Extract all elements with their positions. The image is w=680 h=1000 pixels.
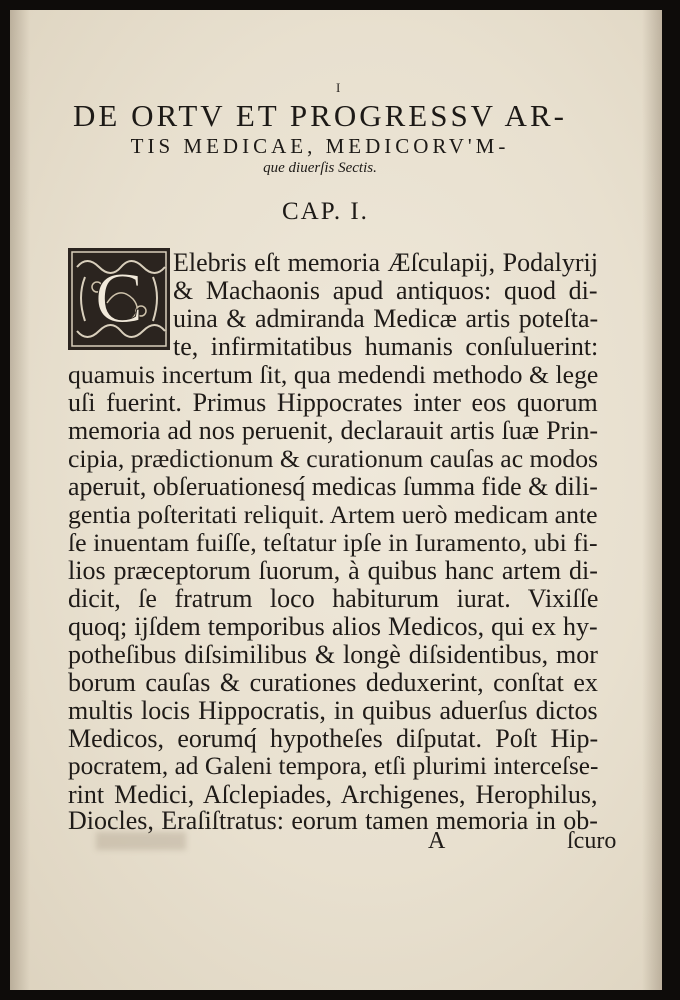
body-line: Medicos, eorumq́ hypotheſes diſputat. Poſt Hip-	[68, 724, 599, 753]
initial-letter: C	[94, 258, 144, 338]
body-line: potheſibus diſsimilibus & longè diſsidentibus, mor	[68, 640, 598, 669]
book-page	[10, 10, 662, 990]
body-line: uina & admiranda Medicæ artis poteſta-	[173, 304, 599, 333]
body-line: uſi fuerint. Primus Hippocrates inter eos quorum	[68, 388, 598, 417]
catchword: ſcuro	[567, 828, 617, 854]
body-line: rint Medici, Aſclepiades, Archigenes, Herophilus,	[68, 780, 598, 809]
body-line: dicit, ſe fratrum loco habiturum iurat. Vixiſſe	[68, 584, 599, 613]
body-line: multis locis Hippocratis, in quibus aduerſus dictos	[68, 696, 598, 725]
page-number: I	[336, 80, 341, 95]
body-line: memoria ad nos peruenit, declarauit artis ſuæ Prin-	[68, 416, 599, 445]
body-line: Elebris eſt memoria Æſculapij, Podalyrij	[173, 248, 598, 277]
body-line: quamuis incertum ſit, qua medendi methodo & lege	[68, 360, 599, 389]
body-line: & Machaonis apud antiquos: quod di-	[173, 276, 598, 305]
page-right-shadow	[642, 10, 662, 990]
page-left-shadow	[10, 10, 30, 990]
ink-bleed	[96, 832, 186, 850]
body-line: lios præceptorum ſuorum, à quibus hanc artem di-	[68, 556, 598, 585]
body-line: ſe inuentam fuiſſe, teſtatur ipſe in Iuramento, ubi fi-	[68, 528, 598, 557]
title-line-3: que diuerſis Sectis.	[263, 160, 377, 176]
body-line: pocratem, ad Galeni tempora, etſi plurimi interceſse-	[68, 753, 599, 780]
body-line: borum cauſas & curationes deduxerint, conſtat ex	[68, 668, 598, 697]
body-line: cipia, prædictionum & curationum cauſas ac modos	[68, 444, 599, 473]
body-line: gentia poſteritati reliquit. Artem uerò medicam ante	[68, 500, 598, 529]
body-line: aperuit, obſeruationesq́ medicas ſumma fide & dili-	[68, 472, 598, 501]
title-line-1: DE ORTV ET PROGRESSV AR-	[73, 98, 567, 133]
decorated-initial	[67, 247, 171, 351]
body-line: te, infirmitatibus humanis conſuluerint:	[173, 332, 599, 361]
body-line: Diocles, Eraſiſtratus: eorum tamen memoria in ob-	[68, 806, 598, 835]
signature-mark: A	[428, 828, 446, 854]
title-line-2: TIS MEDICAE, MEDICORV'M-	[130, 134, 510, 158]
chapter-heading: CAP. I.	[282, 198, 369, 225]
body-line: quoq; ijſdem temporibus alios Medicos, qui ex hy-	[68, 612, 598, 641]
